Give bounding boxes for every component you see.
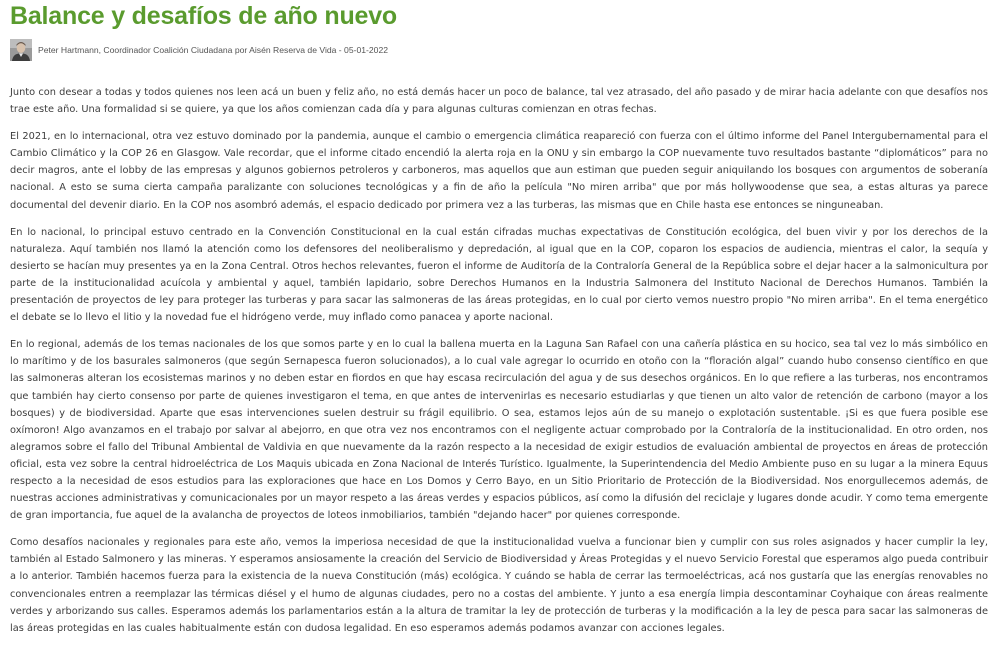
article-title: Balance y desafíos de año nuevo [10,2,397,30]
author-info: Peter Hartmann, Coordinador Coalición Ciudadana por Aisén Reserva de Vida - 05-01-2022 [38,45,389,55]
byline [10,39,988,61]
article-body [10,84,988,637]
article-paragraph: Como desafíos nacionales y regionales para este año, vemos la imperiosa necesidad de que la institucionalidad vuelva a funcionar bien y cumplir con sus roles asignados y hacer cumplir la ley, también al Estado Salmonero y las mineras. Y esperamos ansiosamente la creación del Servicio de Biodiversidad y Áreas Protegidas y el nuevo Servicio Forestal que esperamos algo pueda contribuir a lo anterior. También hacemos fuerza para la existencia de la nueva Constitución (más) ecológica. Y cuándo se habla de cerrar las termoeléctricas, acá nos gustaría que las energías renovables no convencionales entren a reemplazar las térmicas diésel y el humo de algunas ciudades, pero no a costas del ambiente. Y junto a esa energía limpia descontaminar Coyhaique con áreas realmente verdes y arborizando sus calles. Esperamos además los parlamentarios están a la altura de tramitar la ley de protección de turberas y la modificación a la ley de pesca para sacar las salmoneras de las áreas protegidas en las cuales habitualmente están con dudosa legalidad. En eso esperamos además podamos avanzar con acciones legales. [10,537,988,634]
author-photo-icon [10,39,32,61]
article-paragraph: En lo nacional, lo principal estuvo centrado en la Convención Constitucional en la cual están cifradas muchas expectativas de Constitución ecológica, del buen vivir y por los derechos de la naturaleza. Aquí también nos llamó la atención como los defensores del neoliberalismo y depredación, al igual que en la COP, coparon los espacios de audiencia, mientras el calor, la sequía y desierto se hacían muy presentes ya en la Zona Central. Otros hechos relevantes, fueron el informe de Auditoría de la Contraloría General de la República sobre el dejar hacer a la salmonicultura por parte de la institucionalidad acuícola y ambiental y aquel, también lapidario, sobre Derechos Humanos en la Industria Salmonera del Instituto Nacional de Derechos Humanos. También la presentación de proyectos de ley para proteger las turberas y para sacar las salmoneras de las áreas protegidas, en lo cual por cierto vemos nuestro propio "No miren arriba". En el tema energético el debate se lo llevo el litio y la novedad fue el hidrógeno verde, muy inflado como panacea y aporte nacional. [10,226,988,324]
article-paragraph: Junto con desear a todas y todos quienes nos leen acá un buen y feliz año, no está demás hacer un poco de balance, tal vez atrasado, del año pasado y de mirar hacia adelante con que desafíos nos trae este año. Una formalidad si se quiere, ya que los años comienzan cada día y para algunas culturas comienzan en otras fechas. [10,87,988,116]
article-paragraph: En lo regional, además de los temas nacionales de los que somos parte y en lo cual la ballena muerta en la Laguna San Rafael con una cañería plástica en su hocico, sea tal vez lo más simbólico en lo marítimo y de los basurales salmoneros (que según Sernapesca fueron solucionados), a lo cual vale agregar lo ocurrido en otoño con la “floración algal” cuando hubo consenso científico en que las salmoneras alteran los ecosistemas marinos y no deben estar en fiordos en que hay escasa recirculación del agua y de sus desechos orgánicos. En lo que refiere a las turberas, nos encontramos que también hay cierto consenso por parte de quienes investigaron el tema, en que antes de intervenirlas es necesario estudiarlas y que tienen un alto valor de retención de carbono (mayor a los bosques) y de biodiversidad. Aparte que esas intervenciones suelen destruir su frágil equilibrio. O sea, estamos lejos aún de su manejo o explotación sustentable. ¡Si es que fuera posible ese oxímoron! Algo avanzamos en el trabajo por salvar al abejorro, en que otra vez nos encontramos con el negligente actuar comprobado por la Contraloría de la institucionalidad. En otro orden, nos alegramos sobre el fallo del Tribunal Ambiental de Valdivia en que nuevamente da la razón respecto a la necesidad de exigir estudios de evaluación ambiental de proyectos en áreas de protección oficial, esta vez sobre la central hidroeléctrica de Los Maquis ubicada en Zona Nacional de Interés Turístico. Igualmente, la Superintendencia del Medio Ambiente puso en su lugar a la minera Equus respecto a la necesidad de esos estudios para las exploraciones que hace en Los Domos y Cerro Bayo, en un Sitio Prioritario de Protección de la Biodiversidad. Nos enorgullecemos además, de nuestras acciones administrativas y comunicacionales por un mayor respeto a las áreas verdes y espacios públicos, así como la difusión del reciclaje y lugares donde acudir. Y como tema emergente de gran importancia, fue aquel de la avalancha de proyectos de loteos inmobiliarios, también "dejando hacer" por quienes corresponde. [10,339,988,522]
article-paragraph: El 2021, en lo internacional, otra vez estuvo dominado por la pandemia, aunque el cambio o emergencia climática reapareció con fuerza con el último informe del Panel Intergubernamental para el Cambio Climático y la COP 26 en Glasgow. Vale recordar, que el informe citado encendió la alerta roja en la ONU y sin embargo la COP nuevamente tuvo resultados bastante “diplomáticos” para no decir magros, ante el lobby de las empresas y algunos gobiernos petroleros y carboneros, mas aquellos que aun estiman que pueden seguir aniquilando los bosques con argumentos de soberanía nacional. A esto se suma cierta campaña paralizante con soluciones tecnológicas y a fin de año la película "No miren arriba" que por más hollywoodense que sea, a estas alturas ya parece documental del devenir diario. En la COP nos asombró además, el espacio dedicado por primera vez a las turberas, las mismas que en Chile hasta ese entonces se ninguneaban. [10,131,988,211]
author-avatar [10,39,32,61]
article [10,0,988,647]
